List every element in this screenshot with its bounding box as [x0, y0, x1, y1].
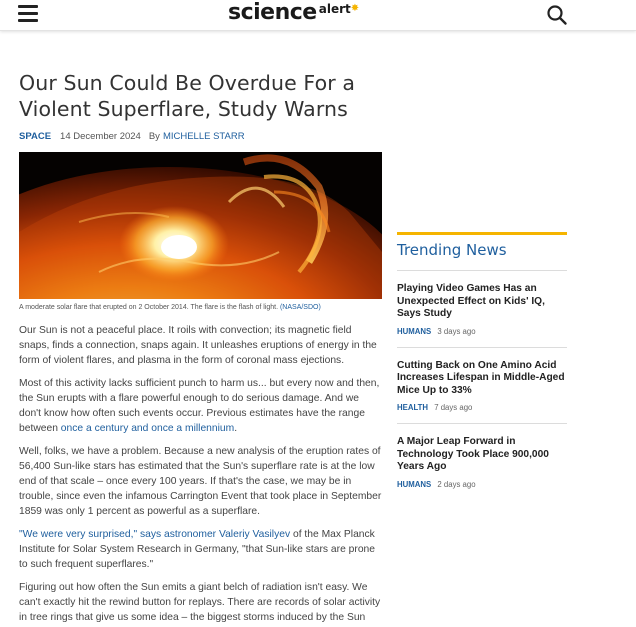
trending-category[interactable]: HUMANS: [397, 479, 432, 489]
trending-category[interactable]: HEALTH: [397, 403, 429, 412]
site-logo[interactable]: [228, 0, 359, 28]
image-caption: [19, 303, 382, 312]
logo-star-icon: ✸: [350, 3, 360, 14]
article-date: 14 December 2024: [60, 131, 141, 142]
paragraph-3: Well, folks, we have a problem. Because a new analysis of the eruption rates of 56,400 Sun-like stars has estimated that the Sun's superflare rate is at the low end of that scale – once every 100 years. If that's the case, we may be in trouble, since even the infamous Carrington Event that took place in September 1859 was only 1 percent as powerful as a superflare.: [19, 446, 382, 517]
trending-time: 3 days ago: [437, 326, 476, 336]
trending-time: 7 days ago: [434, 403, 473, 412]
paragraph-2-end: .: [234, 423, 238, 434]
trending-meta: [397, 327, 567, 336]
article-title: Our Sun Could Be Overdue For a Violent Superflare, Study Warns: [19, 71, 356, 121]
article-category-link[interactable]: SPACE: [19, 131, 52, 142]
trending-item[interactable]: [397, 348, 567, 425]
caption-credit-link[interactable]: (NASA/SDO): [279, 304, 321, 311]
trending-headline[interactable]: Playing Video Games Has an Unexpected Effect on Kids' IQ, Says Study: [397, 283, 545, 319]
logo-main-text: science: [228, 0, 317, 25]
article-meta: [19, 131, 382, 142]
logo-sub-text: alert: [318, 2, 351, 16]
caption-text: A moderate solar flare that erupted on 2 October 2014. The flare is the flash of light.: [19, 304, 280, 311]
author-link[interactable]: MICHELLE STARR: [162, 131, 245, 142]
solar-flare-image: [19, 152, 382, 299]
vasilyev-link[interactable]: says astronomer Valeriy Vasilyev: [140, 529, 291, 540]
trending-title: Trending News: [397, 241, 567, 271]
paragraph-5: Figuring out how often the Sun emits a giant belch of radiation isn't easy. We can't exactly hit the rewind button for replays. There are records of solar activity in tree rings that give us some idea – the biggest storms induced by the Sun: [19, 582, 381, 623]
paragraph-2-text: Most of this activity lacks sufficient punch to harm us... but every now and then, the Sun erupts with a flare powerful enough to do serious damage. And we don't know how often such events occur. Previous estimates have the range between: [19, 378, 380, 434]
hamburger-icon[interactable]: [18, 5, 38, 23]
trending-time: 2 days ago: [437, 479, 476, 489]
trending-sidebar: [397, 232, 567, 500]
trending-item[interactable]: [397, 271, 567, 348]
paragraph-1: Our Sun is not a peaceful place. It roils with convection; its magnetic field snaps, finds a connection, snaps again. It unleashes eruptions of energy in the form of violent flares, and plasma in the form of coronal mass ejections.: [19, 325, 377, 366]
quote-link[interactable]: "We were very surprised,": [19, 529, 140, 540]
article: [19, 70, 382, 625]
trending-category[interactable]: HUMANS: [397, 326, 432, 336]
paragraph-2: [19, 376, 382, 436]
paragraph-4-rest: of the Max Planck Institute for Solar System Research in Germany, "that Sun-like stars are prone to such frequent superflares.": [19, 529, 375, 570]
trending-headline[interactable]: A Major Leap Forward in Technology Took Place 900,000 Years Ago: [397, 436, 549, 472]
trending-headline[interactable]: Cutting Back on One Amino Acid Increases Lifespan in Middle-Aged Mice Up to 33%: [397, 359, 565, 396]
sidebar-accent-bar: [397, 232, 567, 235]
trending-item[interactable]: [397, 424, 567, 500]
trending-meta: [397, 403, 567, 412]
paragraph-4: [19, 527, 382, 572]
site-header: [0, 0, 636, 31]
century-millennium-link[interactable]: once a century and once a millennium: [60, 423, 235, 434]
byline-prefix: By: [148, 131, 160, 142]
search-icon[interactable]: [546, 4, 568, 26]
trending-meta: [397, 480, 567, 489]
